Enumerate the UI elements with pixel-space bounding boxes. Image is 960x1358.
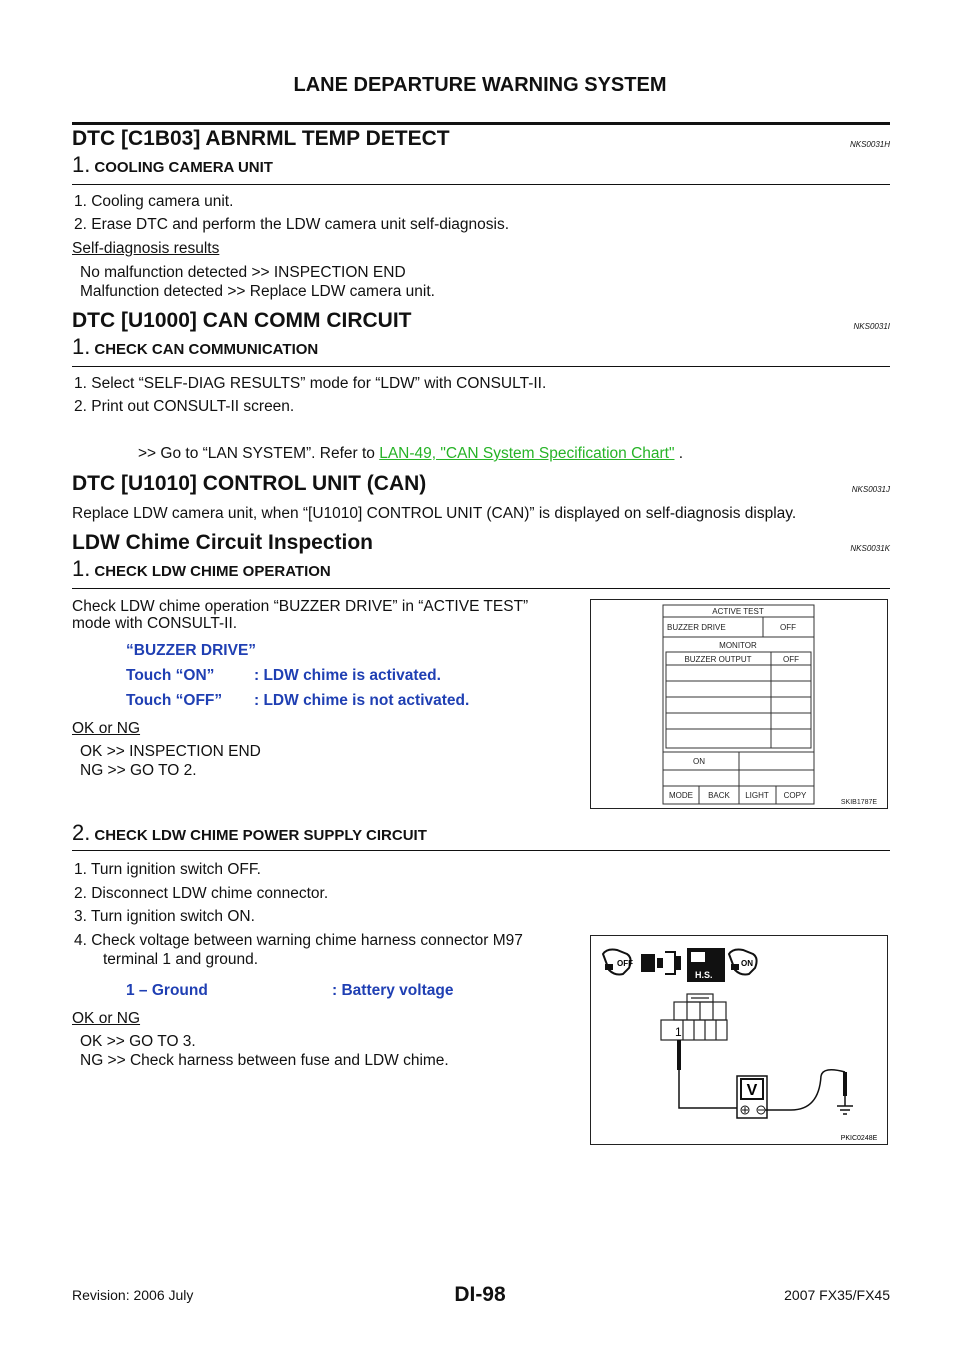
- paragraph: mode with CONSULT-II.: [72, 615, 238, 632]
- light-button: LIGHT: [745, 791, 769, 800]
- figure-code: SKIB1787E: [840, 799, 878, 806]
- step-number: 1.: [72, 334, 91, 359]
- svg-text:ON: ON: [741, 959, 753, 968]
- svg-text:H.S.: H.S.: [695, 970, 713, 980]
- subheading: OK or NG: [72, 720, 141, 737]
- result-line: NG >> Check harness between fuse and LDW chime.: [80, 1052, 449, 1069]
- step-rule: [72, 366, 890, 367]
- lan-49-link[interactable]: LAN-49, "CAN System Specification Chart": [379, 445, 675, 462]
- result-line: NG >> GO TO 2.: [80, 762, 197, 779]
- subheading: OK or NG: [72, 1010, 141, 1027]
- probe-red: [677, 1040, 681, 1070]
- ignition-off-icon: [603, 950, 633, 975]
- result-line: OK >> INSPECTION END: [80, 743, 261, 760]
- spec-value: : LDW chime is not activated.: [254, 692, 470, 709]
- step-rule: [72, 588, 890, 589]
- figure-code: PKIC0248E: [840, 1135, 878, 1142]
- step-number: 1.: [72, 152, 91, 177]
- connector-m97: [661, 994, 727, 1040]
- buzzer-drive-value: OFF: [780, 623, 796, 632]
- list-item: 1. Cooling camera unit.: [74, 193, 234, 210]
- buzzer-output-label: BUZZER OUTPUT: [684, 655, 752, 664]
- buzzer-output-value: OFF: [783, 655, 799, 664]
- spec-label: 1 – Ground: [126, 982, 208, 999]
- section-code: NKS0031I: [853, 322, 890, 331]
- paragraph: Replace LDW camera unit, when “[U1010] CONTROL UNIT (CAN)” is displayed on self-diagnosis display.: [72, 505, 797, 522]
- buzzer-drive-label: BUZZER DRIVE: [667, 623, 726, 632]
- section-title-c1b03: DTC [C1B03] ABNRML TEMP DETECT: [72, 127, 450, 150]
- spec-label: Touch “OFF”: [126, 692, 223, 709]
- step-title: CHECK LDW CHIME OPERATION: [94, 563, 331, 580]
- section-code: NKS0031H: [849, 140, 890, 149]
- list-item: 1. Select “SELF-DIAG RESULTS” mode for “LDW” with CONSULT-II.: [74, 375, 547, 392]
- voltage-check-figure: [590, 935, 888, 1145]
- subheading: Self-diagnosis results: [72, 240, 220, 257]
- step-rule: [72, 184, 890, 185]
- list-item: 3. Turn ignition switch ON.: [74, 908, 255, 925]
- spec-title: “BUZZER DRIVE”: [126, 642, 257, 659]
- voltage-check-diagram: [591, 936, 887, 1144]
- svg-text:OFF: OFF: [617, 959, 633, 968]
- probe-black: [843, 1072, 847, 1096]
- step-heading: [72, 820, 427, 846]
- step-rule: [72, 850, 890, 851]
- spec-label: Touch “ON”: [126, 667, 215, 684]
- step-heading: [72, 334, 318, 360]
- header-rule: [72, 122, 890, 125]
- ignition-on-icon: [729, 950, 757, 975]
- step-number: 2.: [72, 820, 91, 845]
- section-title-u1010: DTC [U1010] CONTROL UNIT (CAN): [72, 472, 427, 495]
- paragraph: Check LDW chime operation “BUZZER DRIVE” in “ACTIVE TEST”: [72, 598, 529, 615]
- list-item: 1. Turn ignition switch OFF.: [74, 861, 261, 878]
- page-header-title: LANE DEPARTURE WARNING SYSTEM: [293, 74, 667, 96]
- list-item: 4. Check voltage between warning chime harness connector M97: [74, 932, 523, 949]
- result-line: No malfunction detected >> INSPECTION END: [80, 264, 406, 281]
- section-code: NKS0031K: [850, 544, 890, 553]
- section-title-u1000: DTC [U1000] CAN COMM CIRCUIT: [72, 309, 412, 332]
- probe-wire: [679, 1070, 743, 1108]
- spec-value: : Battery voltage: [332, 982, 454, 999]
- section-title-chime: LDW Chime Circuit Inspection: [72, 531, 374, 554]
- step-title: CHECK LDW CHIME POWER SUPPLY CIRCUIT: [94, 827, 427, 844]
- result-line: OK >> GO TO 3.: [80, 1033, 196, 1050]
- list-item-cont: terminal 1 and ground.: [103, 951, 259, 968]
- section-code: NKS0031J: [851, 485, 890, 494]
- terminal-label: 1: [675, 1025, 682, 1039]
- ground-wire: [765, 1076, 821, 1110]
- back-button: BACK: [708, 791, 730, 800]
- consult-screen-figure: [590, 599, 888, 809]
- list-item: 2. Disconnect LDW chime connector.: [74, 885, 329, 902]
- goto-end: .: [674, 445, 684, 462]
- active-test-label: ACTIVE TEST: [712, 607, 764, 616]
- step-heading: [72, 152, 273, 178]
- mode-button: MODE: [669, 791, 693, 800]
- list-item: 2. Erase DTC and perform the LDW camera unit self-diagnosis.: [74, 216, 510, 233]
- step-title: CHECK CAN COMMUNICATION: [94, 341, 319, 358]
- connector-disconnect-icon: [641, 952, 681, 974]
- model-label: 2007 FX35/FX45: [784, 1287, 890, 1303]
- goto-text: >> Go to “LAN SYSTEM”. Refer to: [138, 445, 380, 462]
- consult-screen-diagram: [591, 600, 887, 808]
- ground-icon: [837, 1096, 853, 1114]
- revision-label: Revision: 2006 July: [72, 1287, 194, 1303]
- result-line: Malfunction detected >> Replace LDW camera unit.: [80, 283, 435, 300]
- monitor-label: MONITOR: [719, 641, 757, 650]
- step-number: 1.: [72, 556, 91, 581]
- spec-value: : LDW chime is activated.: [254, 667, 441, 684]
- on-button: ON: [693, 757, 705, 766]
- page-number: DI-98: [454, 1283, 506, 1306]
- harness-side-icon: [687, 948, 725, 982]
- copy-button: COPY: [783, 791, 807, 800]
- voltmeter-label: V: [746, 1082, 758, 1099]
- step-title: COOLING CAMERA UNIT: [94, 159, 273, 176]
- list-item: 2. Print out CONSULT-II screen.: [74, 398, 295, 415]
- goto-line: [138, 445, 683, 463]
- step-heading: [72, 556, 331, 582]
